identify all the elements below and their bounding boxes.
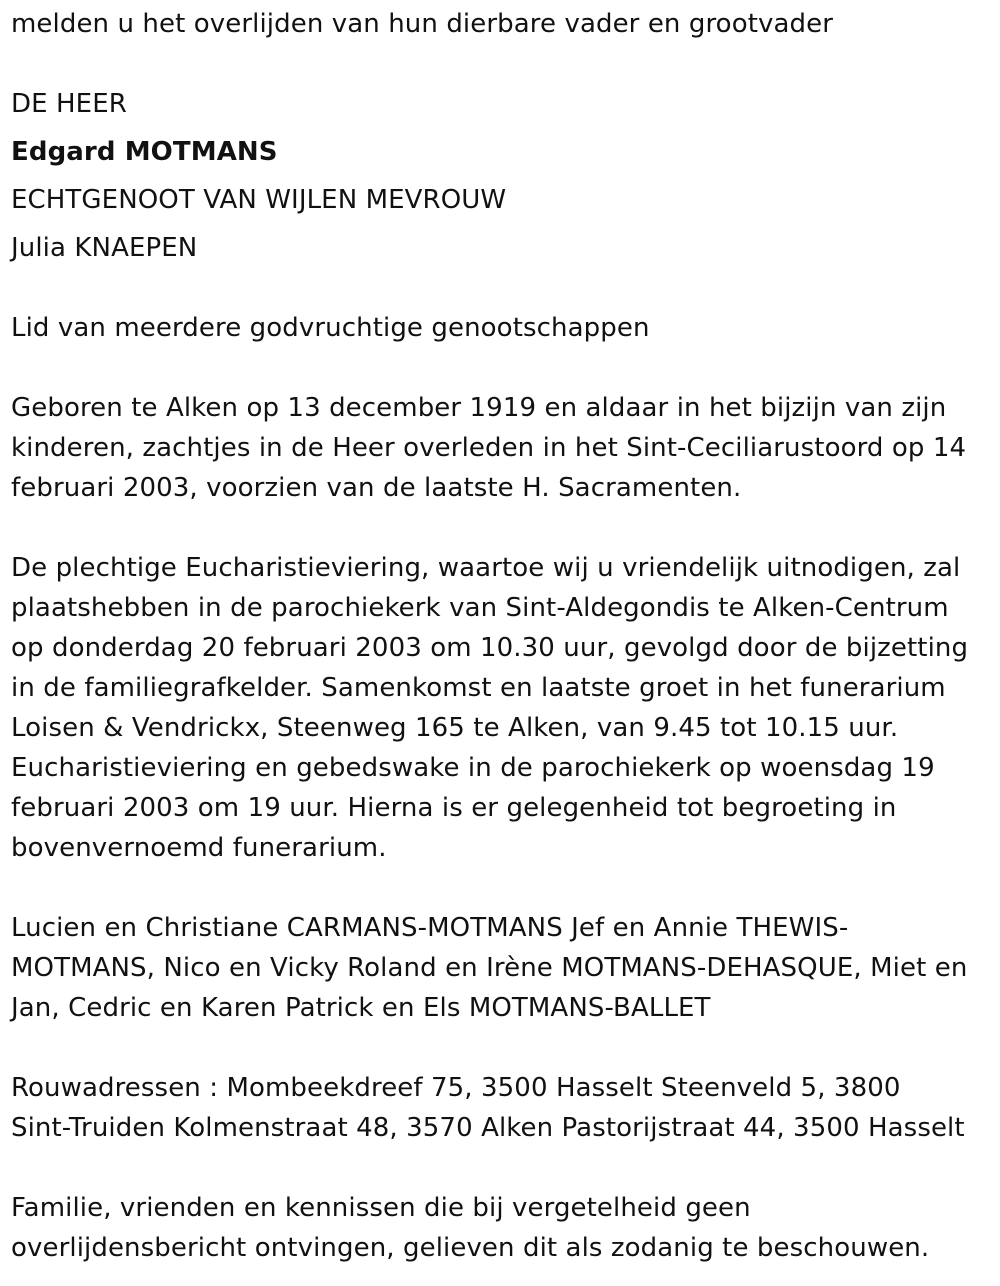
intro-text: melden u het overlijden van hun dierbare vader en grootvader — [11, 9, 834, 39]
paragraph-line: februari 2003 om 19 uur. Hierna is er gelegenheid tot begroeting in — [11, 793, 897, 823]
paragraph-line: in de familiegrafkelder. Samenkomst en laatste groet in het funerarium — [11, 673, 946, 703]
paragraph-line: Eucharistieviering en gebedswake in de parochiekerk op woensdag 19 — [11, 753, 935, 783]
paragraph-line: Geboren te Alken op 13 december 1919 en aldaar in het bijzijn van zijn — [11, 393, 947, 423]
family-paragraph — [11, 908, 996, 1028]
closing-paragraph — [11, 1188, 996, 1268]
ceremony-paragraph — [11, 548, 996, 868]
paragraph-line: bovenvernoemd funerarium. — [11, 833, 387, 863]
paragraph-line: Rouwadressen : Mombeekdreef 75, 3500 Hasselt Steenveld 5, 3800 — [11, 1073, 901, 1103]
title-text: DE HEER — [11, 89, 127, 119]
paragraph-line: Jan, Cedric en Karen Patrick en Els MOTMANS-BALLET — [11, 993, 711, 1023]
paragraph-line: plaatshebben in de parochiekerk van Sint-Aldegondis te Alken-Centrum — [11, 593, 949, 623]
paragraph-line: Lucien en Christiane CARMANS-MOTMANS Jef en Annie THEWIS- — [11, 913, 849, 943]
paragraph-line: MOTMANS, Nico en Vicky Roland en Irène MOTMANS-DEHASQUE, Miet en — [11, 953, 968, 983]
paragraph-line: De plechtige Eucharistieviering, waartoe wij u vriendelijk uitnodigen, zal — [11, 553, 961, 583]
spouse-line: ECHTGENOOT VAN WIJLEN MEVROUW — [11, 185, 507, 215]
paragraph-line: Sint-Truiden Kolmenstraat 48, 3570 Alken Pastorijstraat 44, 3500 Hasselt — [11, 1113, 965, 1143]
paragraph-line: op donderdag 20 februari 2003 om 10.30 uur, gevolgd door de bijzetting — [11, 633, 969, 663]
paragraph-line: Loisen & Vendrickx, Steenweg 165 te Alken, van 9.45 tot 10.15 uur. — [11, 713, 899, 743]
obituary-document — [11, 0, 996, 1268]
paragraph-line: Familie, vrienden en kennissen die bij vergetelheid geen — [11, 1193, 751, 1223]
deceased-name: Edgard MOTMANS — [11, 137, 278, 167]
birth-death-paragraph — [11, 388, 996, 508]
paragraph-line: februari 2003, voorzien van de laatste H. Sacramenten. — [11, 473, 742, 503]
spouse-name: Julia KNAEPEN — [11, 233, 198, 263]
addresses-paragraph — [11, 1068, 996, 1148]
paragraph-line: overlijdensbericht ontvingen, gelieven dit als zodanig te beschouwen. — [11, 1233, 930, 1263]
paragraph-line: kinderen, zachtjes in de Heer overleden in het Sint-Ceciliarustoord op 14 — [11, 433, 967, 463]
membership-text: Lid van meerdere godvruchtige genootschappen — [11, 313, 650, 343]
